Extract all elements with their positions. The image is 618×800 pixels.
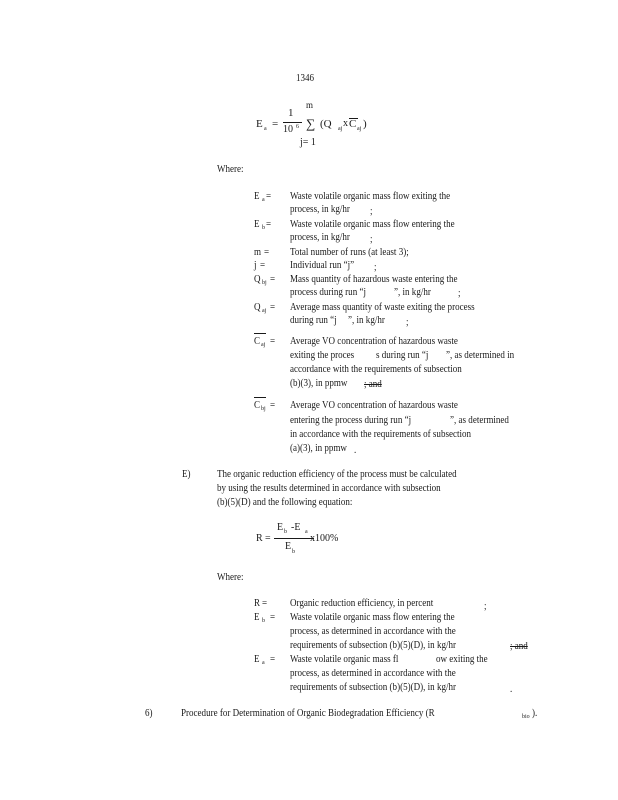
eq2-num-e1: E <box>277 522 284 533</box>
def-tail: ; <box>370 206 373 217</box>
eq2-lhs: R <box>256 533 263 544</box>
def-symbol-sub: a <box>262 660 265 666</box>
def-equals: = <box>270 400 276 411</box>
def-text: Individual run “j” <box>290 260 355 271</box>
def-text: Average VO concentration of hazardous waste <box>290 336 458 347</box>
def-equals: = <box>262 598 268 609</box>
def-equals: = <box>260 260 266 271</box>
def-text: Average mass quantity of waste exiting the process <box>290 302 475 313</box>
def-equals: = <box>266 191 272 202</box>
paragraph-close: ). <box>532 708 538 719</box>
def-symbol-sub: b <box>262 225 265 231</box>
def-tail: . <box>510 684 513 695</box>
def-text: (a)(3), in ppmw <box>290 443 347 454</box>
eq1-lhs-sub: a <box>264 126 267 132</box>
eq1-term-close: ) <box>363 118 367 130</box>
def-tail: ; <box>370 234 373 245</box>
eq1-denominator: 10 <box>283 124 293 135</box>
def-tail: ; <box>458 288 461 299</box>
def-equals: = <box>264 247 270 258</box>
def-text: during run “j <box>290 315 337 326</box>
def-text: Waste volatile organic mass flow exiting the <box>290 191 451 202</box>
def-symbol: Q <box>254 274 261 285</box>
def-text: Average VO concentration of hazardous waste <box>290 400 458 411</box>
def-symbol: E <box>254 654 260 665</box>
def-equals: = <box>270 654 276 665</box>
eq2-num-minus: -E <box>291 522 301 533</box>
paragraph-line: by using the results determined in accordance with subsection <box>217 483 441 494</box>
paragraph-line: (b)(5)(D) and the following equation: <box>217 497 353 508</box>
def-text: Waste volatile organic mass fl <box>290 654 399 665</box>
paragraph-label: E) <box>182 469 191 480</box>
def-equals: = <box>270 612 276 623</box>
where-label-2: Where: <box>217 572 244 583</box>
where-label-1: Where: <box>217 164 244 175</box>
paragraph-label: 6) <box>145 708 153 719</box>
page-number: 1346 <box>296 73 315 84</box>
eq1-term-x: x <box>343 118 348 129</box>
eq1-lower-limit: j= 1 <box>300 137 316 148</box>
def-symbol: E <box>254 612 260 623</box>
def-text: process, as determined in accordance with the <box>290 668 456 679</box>
def-text: process, in kg/hr <box>290 232 350 243</box>
def-text: Mass quantity of hazardous waste entering the <box>290 274 458 285</box>
def-text: ”, in kg/hr <box>348 315 385 326</box>
def-symbol: Q <box>254 302 261 313</box>
eq1-denominator-sup: 6 <box>296 124 299 130</box>
def-tail: ; <box>374 262 377 273</box>
def-equals: = <box>266 219 272 230</box>
def-text: process during run “j <box>290 287 366 298</box>
def-symbol-sub: a <box>262 197 265 203</box>
def-symbol: R <box>254 598 261 609</box>
eq2-equals: = <box>265 533 271 544</box>
eq2-num-e1-sub: b <box>284 529 287 535</box>
def-symbol-sub: bj <box>262 280 267 286</box>
paragraph-line: The organic reduction efficiency of the process must be calculated <box>217 469 457 480</box>
def-text: requirements of subsection (b)(5)(D), in kg/hr <box>290 682 457 693</box>
eq1-term-c-sub: aj <box>357 126 362 132</box>
def-equals: = <box>270 336 276 347</box>
def-symbol-sub: aj <box>262 308 267 314</box>
def-text: exiting the proces <box>290 350 355 361</box>
eq1-equals: = <box>272 118 279 130</box>
def-tail: . <box>354 445 357 456</box>
def-text: Waste volatile organic mass flow entering the <box>290 219 455 230</box>
eq1-term-q-sub: aj <box>338 126 343 132</box>
eq2-den-sub: b <box>292 549 295 555</box>
def-text: Organic reduction efficiency, in percent <box>290 598 434 609</box>
def-text: process, in kg/hr <box>290 204 350 215</box>
def-text: process, as determined in accordance with the <box>290 626 456 637</box>
eq2-num-e2-sub: a <box>305 529 308 535</box>
def-symbol: C <box>254 400 261 411</box>
eq1-numerator: 1 <box>288 107 294 119</box>
eq1-upper-limit: m <box>306 100 314 110</box>
def-text: entering the process during run “j <box>290 415 412 426</box>
def-text: in accordance with the requirements of subsection <box>290 429 472 440</box>
def-symbol-sub: b <box>262 618 265 624</box>
def-text: Total number of runs (at least 3); <box>290 247 409 258</box>
def-text: ”, as determined <box>450 415 509 426</box>
def-tail: ; <box>484 601 487 612</box>
def-text: requirements of subsection (b)(5)(D), in kg/hr <box>290 640 457 651</box>
def-symbol: E <box>254 191 260 202</box>
def-symbol: j <box>254 260 257 271</box>
def-equals: = <box>270 274 276 285</box>
def-symbol-sub: aj <box>261 342 266 348</box>
def-symbol: E <box>254 219 260 230</box>
def-text: s during run “j <box>376 350 429 361</box>
def-equals: = <box>270 302 276 313</box>
def-text: ow exiting the <box>436 654 488 665</box>
def-symbol-sub: bj <box>261 406 266 412</box>
def-text: ”, as determined in <box>446 350 515 361</box>
def-text: (b)(3), in ppmw <box>290 378 348 389</box>
paragraph-sub: bio <box>522 714 530 720</box>
def-text: Waste volatile organic mass flow entering the <box>290 612 455 623</box>
eq1-term-open: (Q <box>320 118 332 130</box>
def-symbol: m <box>254 247 262 258</box>
paragraph-text: Procedure for Determination of Organic Biodegradation Efficiency (R <box>181 708 435 719</box>
def-tail: ; and <box>510 641 528 652</box>
sum-icon: ∑ <box>306 116 316 131</box>
def-tail: ; <box>406 317 409 328</box>
eq2-multiplier: x100% <box>310 533 339 544</box>
def-text: ”, in kg/hr <box>394 287 431 298</box>
def-text: accordance with the requirements of subsection <box>290 364 462 375</box>
def-tail: ; and <box>364 379 382 390</box>
eq2-den: E <box>285 541 292 552</box>
eq1-term-c: C <box>349 118 357 130</box>
eq1-lhs: E <box>256 118 263 130</box>
def-symbol: C <box>254 336 261 347</box>
